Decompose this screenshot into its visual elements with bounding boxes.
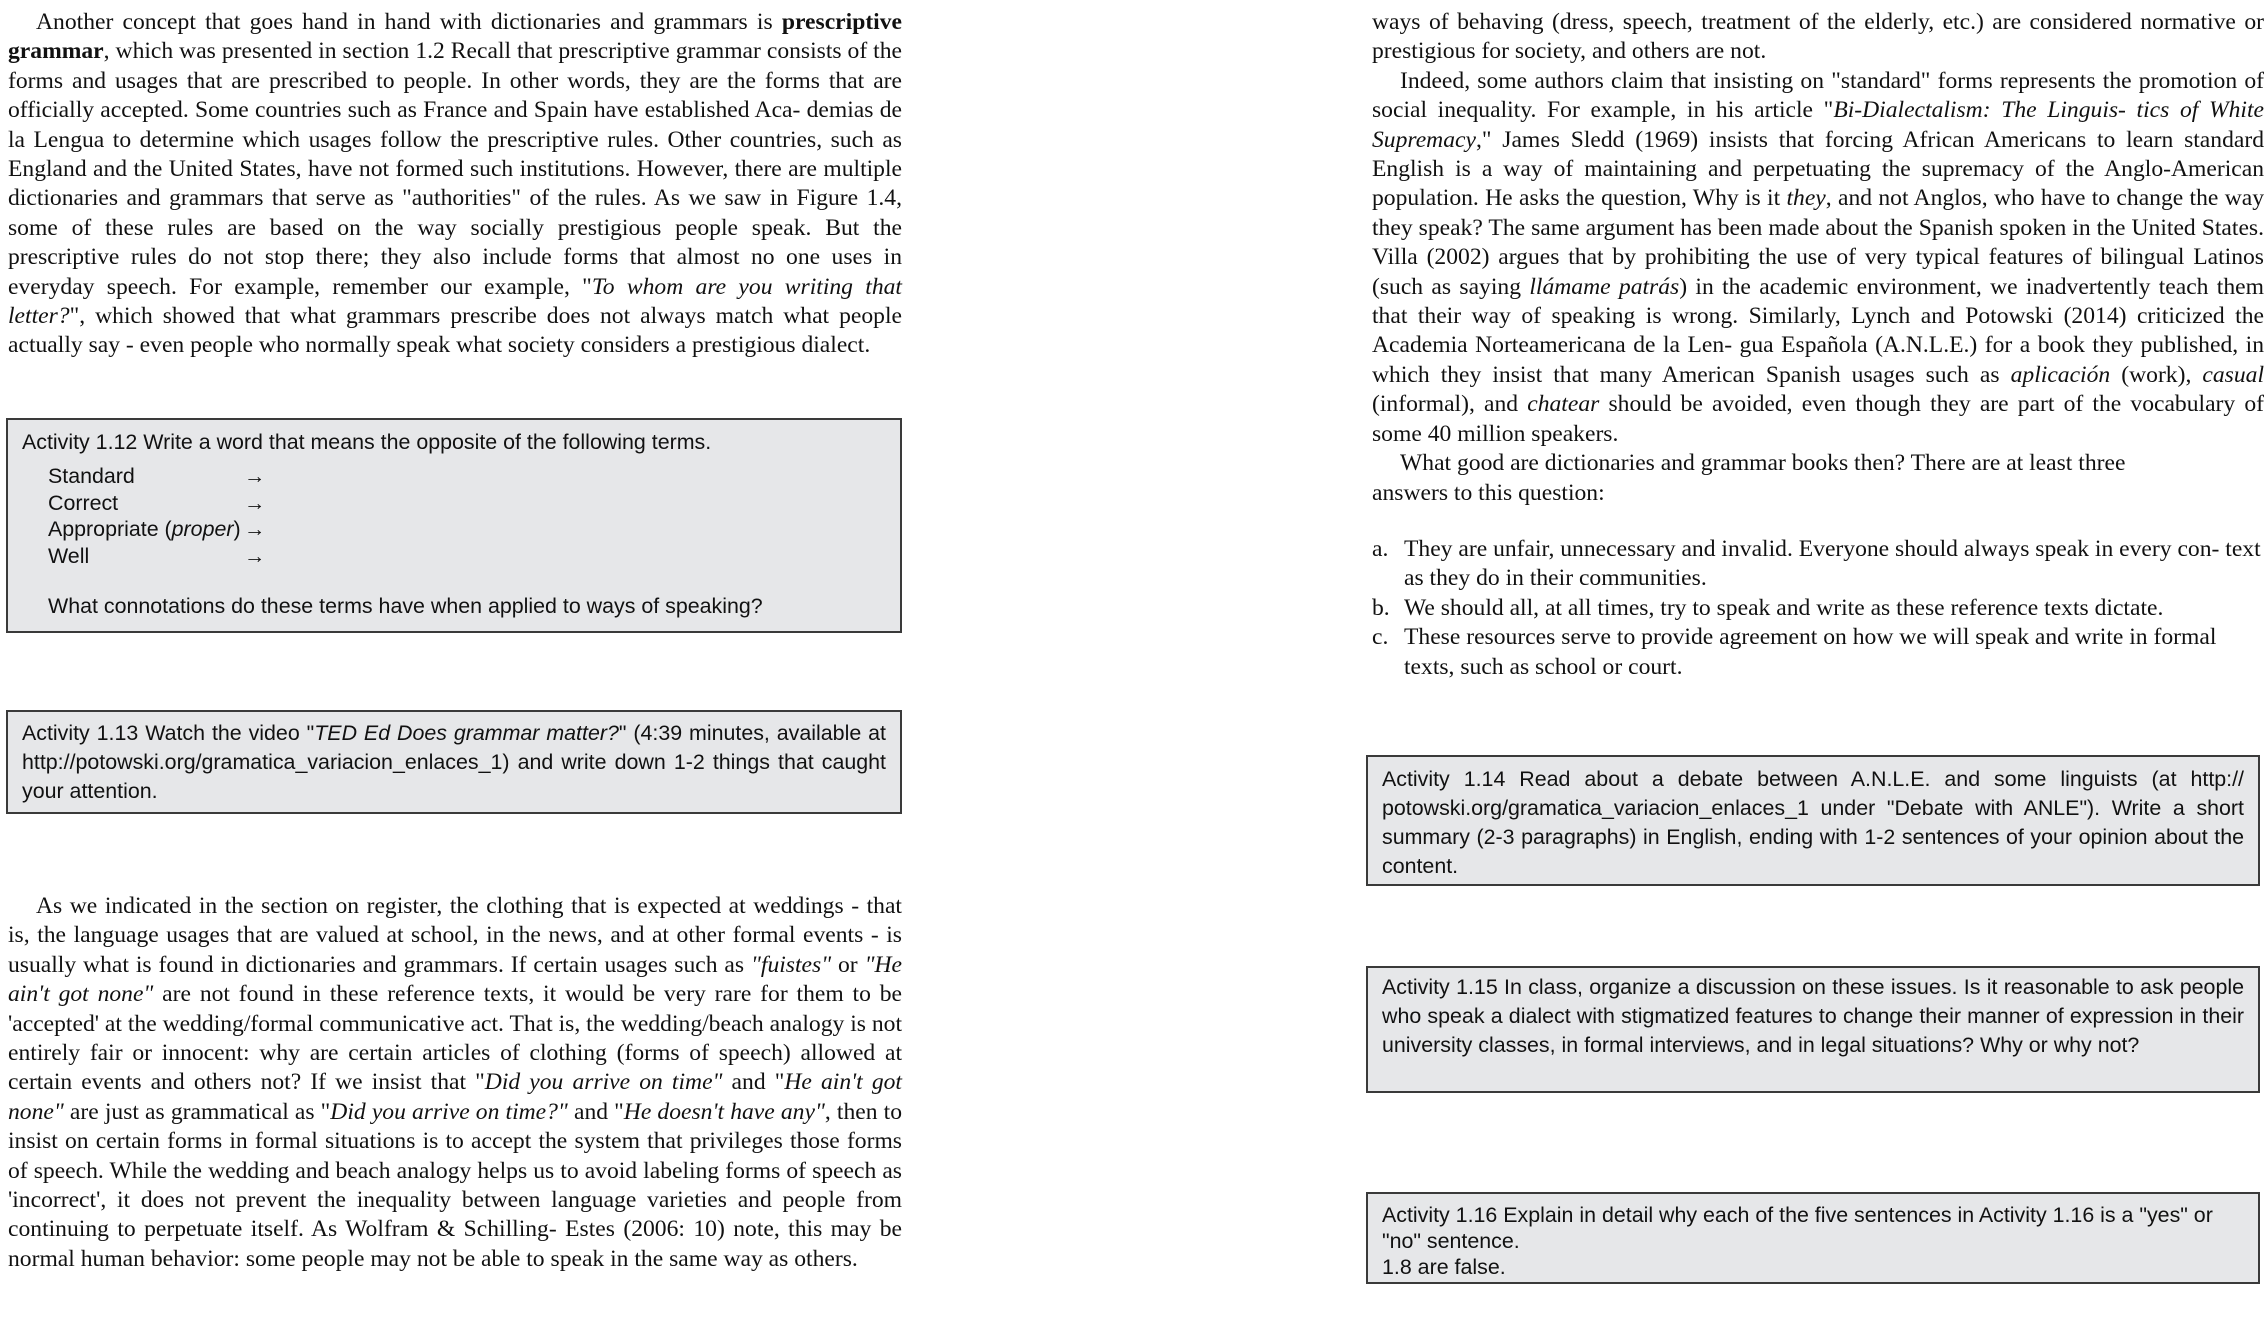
term-label: Standard bbox=[48, 464, 135, 488]
italic-example: Did you arrive on time" bbox=[484, 1069, 723, 1096]
answers-list bbox=[1372, 535, 2264, 682]
term-row bbox=[48, 516, 890, 543]
text-span: ", which showed that what grammars prescribe does not always match what people actually say - even people who normally speak what society considers a prestigious dialect. bbox=[8, 303, 902, 359]
arrow-right-icon: → bbox=[244, 543, 266, 568]
list-item-text: These resources serve to provide agreement on how we will speak and write in formal texts, such as school or court. bbox=[1404, 624, 2217, 680]
text-span: Activity 1.13 Watch the video " bbox=[22, 721, 315, 745]
text-span: , then to insist on certain forms in formal situations is to accept the system that privileges those forms of speech. While the wedding and beach analogy helps us to avoid labeling forms of speech as 'incorrect', it does not prevent the inequality between language varieties and people from continuing to perpetuate itself. As Wolfram & Schilling- Estes (2006: 10) note, this may be normal human behavior: some people may not be able to speak in the same way as others. bbox=[8, 1098, 902, 1272]
text-span: , which was presented in section 1.2 Recall that prescriptive grammar consists of the forms and usages that are prescribed to people. In other words, they are the forms that are officially accepted. Some countries such as France and Spain have established Aca- demias de la Lengua to determine which usages follow the prescriptive rules. Other countries, such as England and the United States, have not formed such institutions. However, there are multiple dictionaries and grammars that serve as "authorities" of the rules. As we saw in Figure 1.4, some of these rules are based on the way socially prestigious people speak. But the prescriptive rules do not stop there; they also include forms that almost no one uses in everyday speech. For example, remember our example, " bbox=[8, 38, 902, 300]
list-letter: a. bbox=[1372, 536, 1389, 562]
activity-1-14-text: Activity 1.14 Read about a debate between A.N.L.E. and some linguists (at http:// potowski.org/gramatica_variacion_enlaces_1 under "Debate with ANLE"). Write a short summary (2-3 paragraphs) in English, ending with 1-2 sentences of your opinion about the content. bbox=[1382, 767, 2244, 878]
text-span: (informal), and bbox=[1372, 391, 1528, 418]
activity-1-12-heading: Activity 1.12 Write a word that means the opposite of the following terms. bbox=[22, 430, 712, 454]
activity-1-16-text: Activity 1.16 Explain in detail why each of the five sentences in Activity 1.16 is a "yes" or "no" sentence. bbox=[1382, 1203, 2213, 1253]
opposite-terms-list bbox=[48, 463, 890, 569]
term-row bbox=[48, 490, 890, 517]
left-paragraph-register bbox=[8, 892, 902, 1274]
list-item bbox=[1372, 594, 2264, 623]
activity-1-16-trailing-line: 1.8 are false. bbox=[1382, 1255, 1506, 1279]
question-intro-line: What good are dictionaries and grammar books then? There are at least three bbox=[1400, 450, 2126, 477]
italic-example: "He ain't got none" bbox=[8, 951, 902, 1008]
term-row bbox=[48, 543, 890, 570]
list-letter: c. bbox=[1372, 624, 1389, 651]
text-span: ," James Sledd (1969) insists that forcing African Americans to learn standard English is a way of maintaining and perpetuating the supremacy of the Anglo-American population. He asks the question, Why is it bbox=[1372, 126, 2264, 212]
activity-1-16-box bbox=[1366, 1192, 2260, 1284]
continuation-text: ways of behaving (dress, speech, treatment of the elderly, etc.) are considered normative or prestigious for society, and others are not. bbox=[1372, 9, 2264, 65]
list-item-text: We should all, at all times, try to speak and write as these reference texts dictate. bbox=[1404, 594, 2164, 621]
italic-example: To whom are you writing that letter? bbox=[8, 273, 902, 330]
text-span: and " bbox=[567, 1098, 624, 1125]
activity-1-15-text: Activity 1.15 In class, organize a discussion on these issues. Is it reasonable to ask people who speak a dialect with stigmatized features to change their manner of expression in their university classes, in formal interviews, and in legal situations? Why or why not? bbox=[1382, 975, 2244, 1057]
list-item-text: They are unfair, unnecessary and invalid. Everyone should always speak in every con- text as they do in their communities. bbox=[1404, 536, 2261, 592]
italic-text: proper bbox=[171, 517, 234, 542]
text-span: Indeed, some authors claim that insisting on "standard" forms represents the promotion of social inequality. For example, in his article " bbox=[1372, 67, 2264, 124]
activity-1-13-text bbox=[22, 719, 886, 806]
term-label bbox=[48, 516, 244, 543]
text-span: Appropriate ( bbox=[48, 517, 172, 542]
term-label: Well bbox=[48, 543, 90, 568]
text-span: Another concept that goes hand in hand with dictionaries and grammars is bbox=[36, 9, 782, 35]
text-span: should be avoided, even though they are part of the vocabulary of some 40 million speakers. bbox=[1372, 391, 2265, 447]
arrow-right-icon: → bbox=[244, 464, 266, 488]
text-span: are not found in these reference texts, it would be very rare for them to be 'accepted' at the wedding/formal communicative act. That is, the wedding/beach analogy is not entirely fair or innocent: why are certain articles of clothing (forms of speech) allowed at certain events and others not? If we insist that " bbox=[8, 981, 902, 1096]
video-title: TED Ed Does grammar matter? bbox=[314, 721, 619, 745]
left-paragraph-prescriptive-grammar bbox=[8, 8, 902, 361]
arrow-right-icon: → bbox=[244, 517, 266, 542]
italic-word: they bbox=[1786, 185, 1826, 212]
article-title: Bi-Dialectalism: The Linguis- tics of White Supremacy bbox=[1372, 97, 2264, 153]
text-span: As we indicated in the section on register, the clothing that is expected at weddings - that is, the language usages that are valued at school, in the news, and at other formal events - is usually what is found in dictionaries and grammars. If certain usages such as bbox=[8, 893, 902, 978]
italic-example: chatear bbox=[1527, 391, 1600, 418]
text-span: ) in the academic environment, we inadvertently teach them that their way of speaking is wrong. Similarly, Lynch and Potowski (2014) criticized the Academia Norteamericana de la Len- gua Española (A.N.L.E.) for a book they published, in which they insist that many American Spanish usages such as bbox=[1372, 273, 2264, 388]
right-paragraph-continuation bbox=[1372, 8, 2264, 508]
list-letter: b. bbox=[1372, 594, 1390, 621]
italic-example: "fuistes" bbox=[750, 951, 832, 978]
activity-1-15-box bbox=[1366, 966, 2260, 1093]
text-span: , and not Anglos, who have to change the way they speak? The same argument has been made about the Spanish spoken in the United States. Villa (2002) argues that by prohibiting the use of very typical features of bilingual Latinos (such as saying bbox=[1372, 185, 2264, 300]
text-span: ) bbox=[233, 517, 241, 542]
text-span: and " bbox=[722, 1069, 785, 1096]
term-row bbox=[48, 463, 890, 490]
text-span: " (4:39 minutes, available at http://potowski.org/gramatica_variacion_enlaces_1) and write down 1-2 things that caught your attention. bbox=[22, 721, 886, 803]
activity-1-14-box bbox=[1366, 755, 2260, 886]
italic-example: casual bbox=[2202, 361, 2265, 388]
list-item bbox=[1372, 535, 2264, 594]
question-intro-line: answers to this question: bbox=[1372, 479, 1605, 506]
italic-example: He ain't got none" bbox=[8, 1069, 902, 1125]
activity-1-12-box bbox=[6, 418, 902, 633]
activity-1-12-question: What connotations do these terms have when applied to ways of speaking? bbox=[48, 594, 763, 619]
text-span: (work), bbox=[2110, 361, 2203, 388]
italic-example: He doesn't have any" bbox=[623, 1098, 825, 1125]
activity-1-13-box bbox=[6, 710, 902, 814]
text-span: are just as grammatical as " bbox=[63, 1098, 331, 1125]
list-item bbox=[1372, 623, 2264, 682]
italic-example: Did you arrive on time?" bbox=[330, 1098, 568, 1125]
bold-term: prescriptive grammar bbox=[8, 9, 902, 65]
term-label: Correct bbox=[48, 490, 119, 515]
text-span: or bbox=[831, 951, 865, 978]
italic-example: llámame patrás bbox=[1529, 273, 1680, 300]
italic-example: aplicación bbox=[2010, 361, 2111, 388]
arrow-right-icon: → bbox=[244, 490, 266, 515]
